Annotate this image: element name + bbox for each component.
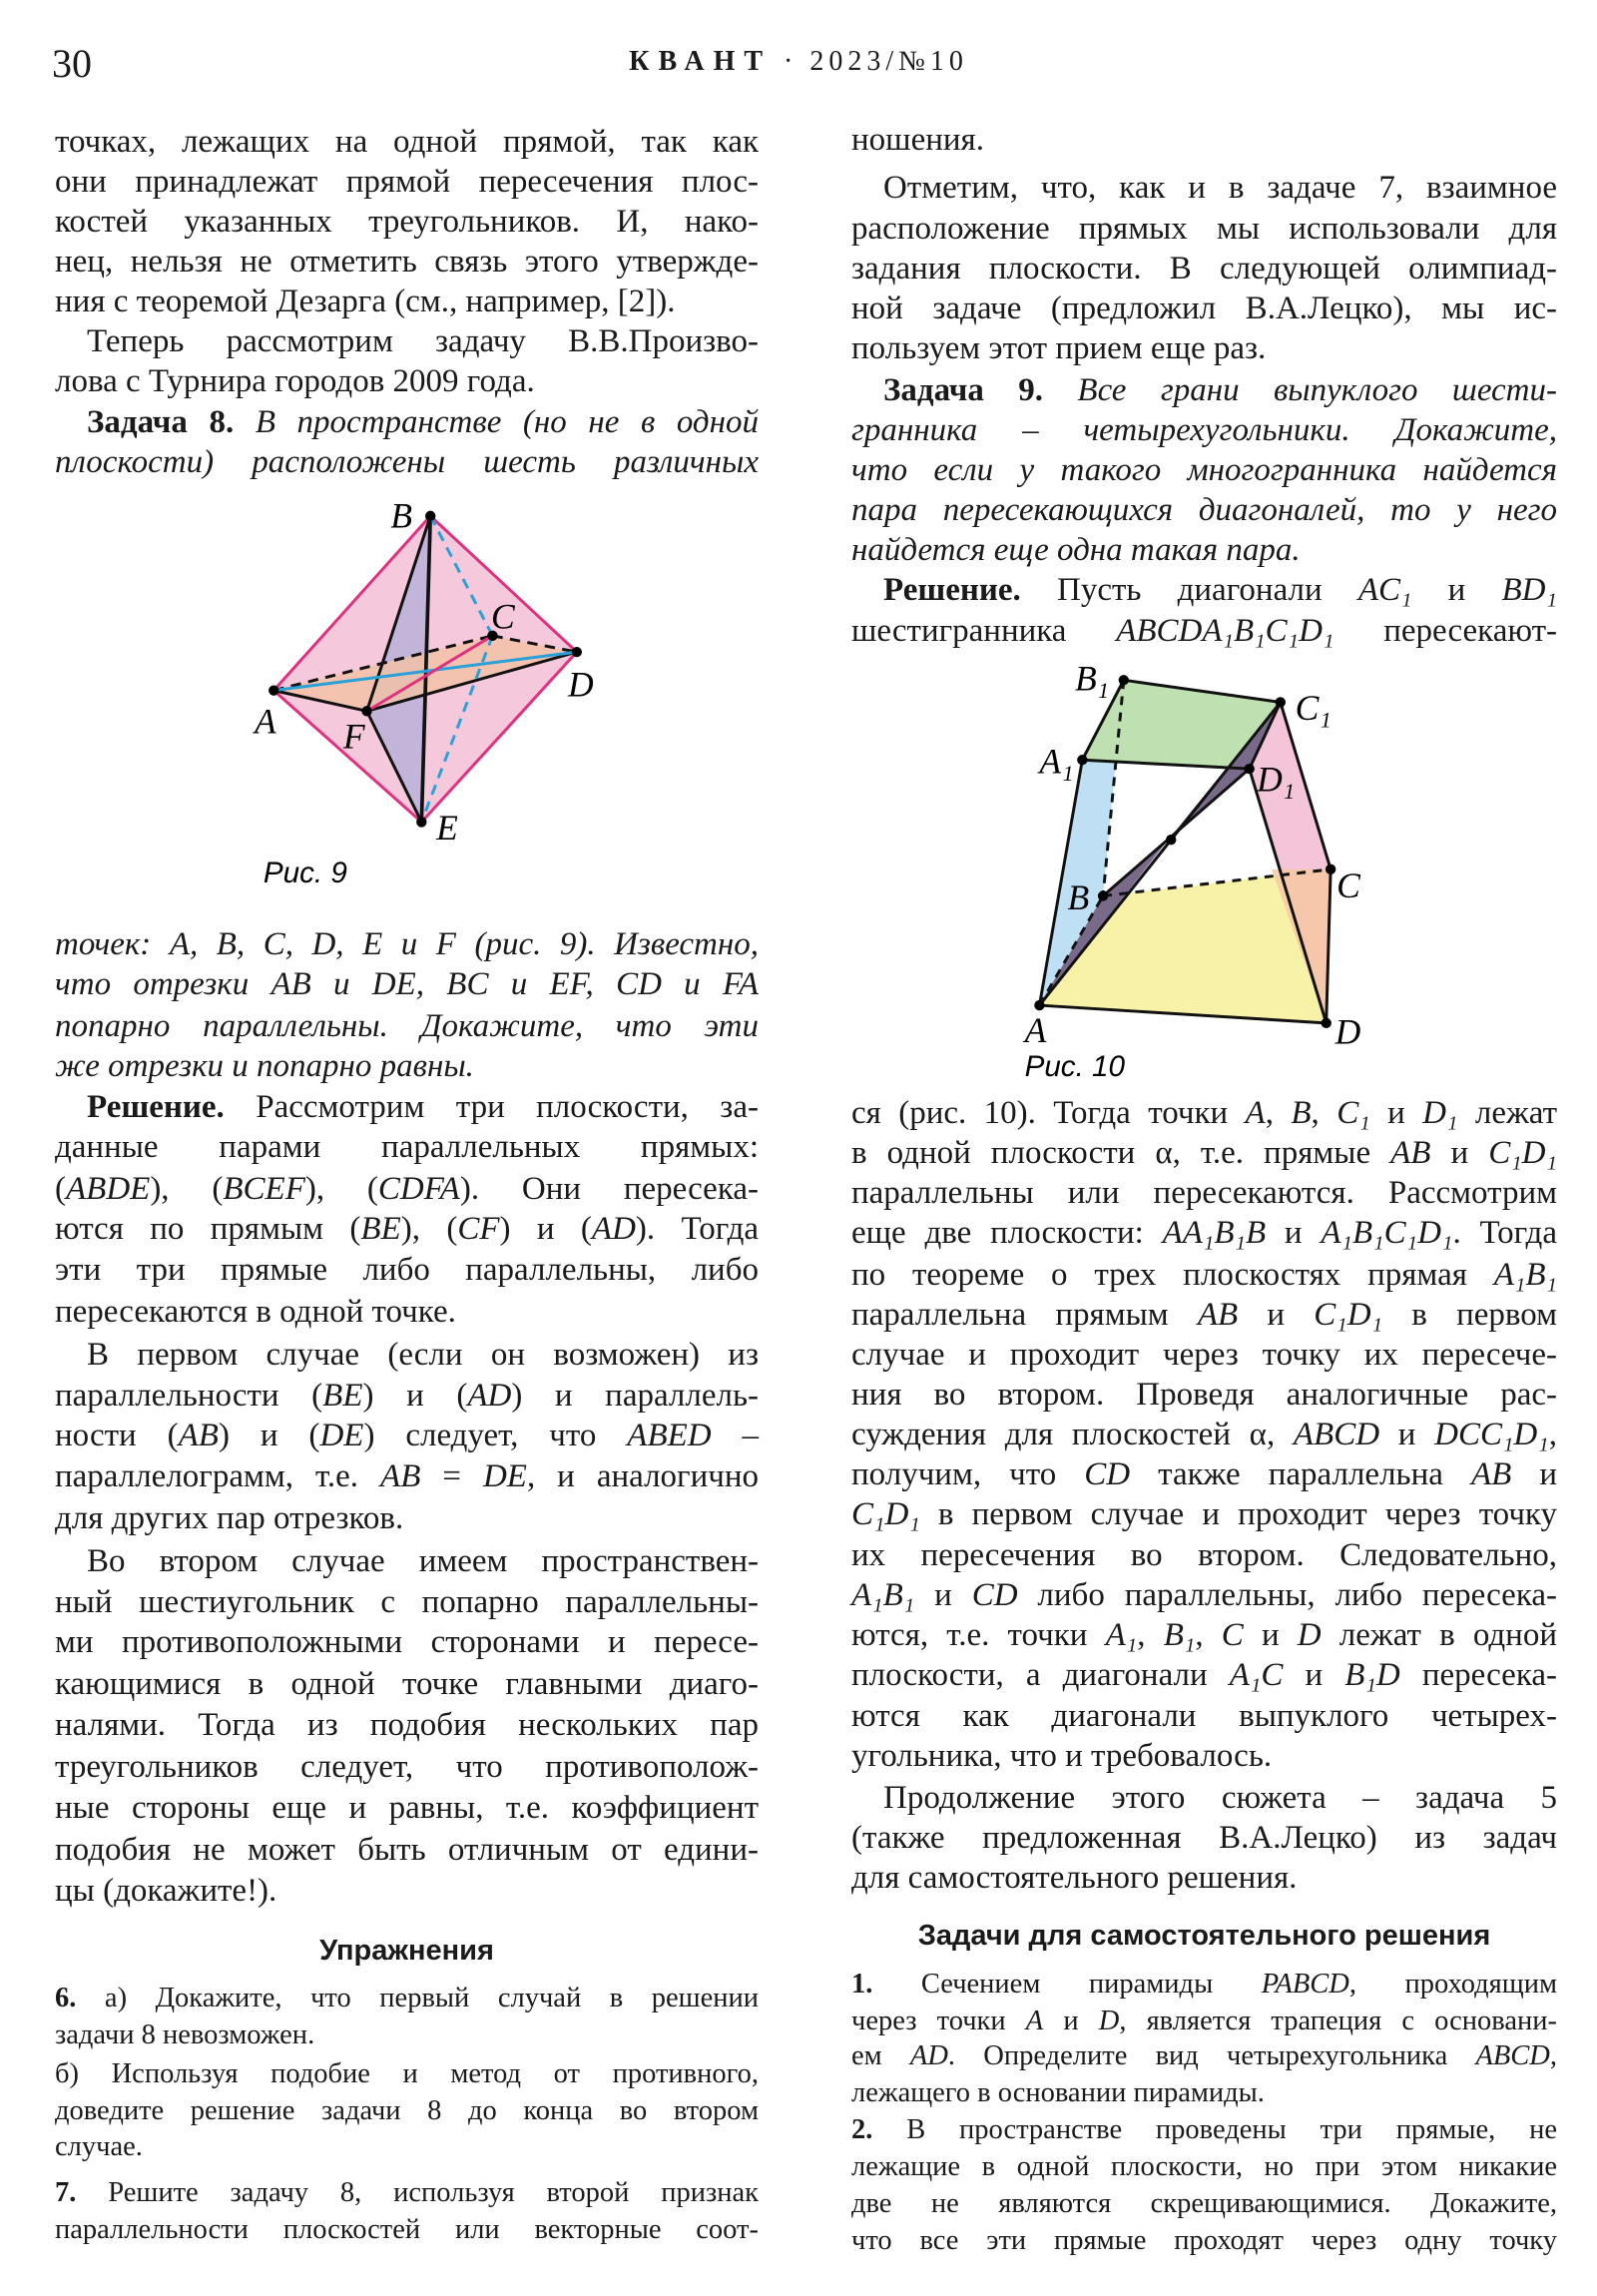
text-segment: ), ( (400, 1211, 458, 1247)
label-a: A (254, 701, 276, 742)
text-segment: B (1291, 1095, 1312, 1131)
issue-number: 2023/№10 (809, 46, 968, 77)
text-segment: CD (971, 1577, 1018, 1613)
text-segment: . Определите вид четырехугольника (947, 2040, 1476, 2071)
text-segment: BE (322, 1378, 363, 1414)
text-segment: C₁D₁ (1488, 1135, 1557, 1171)
label-d1: D₁ (1257, 759, 1296, 800)
text-segment: C (1221, 1617, 1244, 1653)
text-segment: также параллельна (1130, 1456, 1471, 1492)
text-segment: BE (360, 1211, 401, 1247)
header-separator: · (784, 46, 798, 77)
text-segment: для самостоятельного решения. (851, 1860, 1298, 1896)
text-segment: Рассмотрим три плоскости, за- (256, 1089, 759, 1125)
text-segment: ются как диагонали выпуклого четырех- (851, 1698, 1557, 1734)
text-segment: A (1025, 2006, 1044, 2036)
text-segment: ем (851, 2040, 910, 2071)
text-segment: , (1549, 2040, 1557, 2071)
text-segment: ношения. (851, 122, 984, 158)
text-segment: A (1245, 1095, 1266, 1131)
text-segment: и (1369, 1095, 1423, 1131)
text-segment: , (1265, 1095, 1292, 1131)
text-segment: Продолжение этого сюжета – задача 5 (883, 1780, 1557, 1816)
text-segment: ABDE (66, 1171, 151, 1207)
text-segment: гранника – четырехугольники. Докажите, (851, 412, 1557, 448)
text-segment: попарно параллельны. Докажите, что эти (55, 1008, 759, 1044)
text-segment: C₁D₁ (1314, 1297, 1383, 1333)
text-segment: ABCDA₁B₁C₁D₁ (1116, 613, 1334, 649)
label-c: C (490, 596, 515, 637)
text-segment: ) следует, что (363, 1418, 628, 1453)
text-segment: случае и проходит через точку их пересече- (851, 1337, 1557, 1373)
text-segment: доведите решение задачи 8 до конца во втором (55, 2095, 759, 2126)
text-segment: , (1195, 1617, 1222, 1653)
text-segment: задачи 8 невозможен. (55, 2019, 315, 2050)
text-segment: Решение. (883, 572, 1057, 608)
text-segment: и (1238, 1297, 1315, 1333)
text-segment: B₁D (1344, 1657, 1400, 1693)
text-segment: б) Используя подобие и метод от противного, (55, 2058, 759, 2089)
text-segment: шестигранника (851, 613, 1117, 649)
text-segment: пользуем этот прием еще раз. (851, 330, 1267, 366)
label-f: F (342, 716, 365, 757)
text-segment: и (1411, 572, 1502, 608)
text-segment: 7. (55, 2177, 109, 2208)
text-segment: лежащие в одной плоскости, но при этом никакие (851, 2151, 1557, 2182)
text-segment: расположение прямых мы использовали для (851, 211, 1557, 247)
text-segment: плоскости) расположены шесть различных (55, 444, 759, 480)
text-segment: параллельны или пересекаются. Рассмотрим (851, 1175, 1557, 1211)
text-segment: ABCD (1475, 2040, 1550, 2071)
label-b1: B₁ (1074, 658, 1110, 699)
text-segment: их пересечения во втором. Следовательно, (851, 1537, 1557, 1573)
text-segment: 6. (55, 1983, 105, 2013)
text-segment: ) и ( (499, 1211, 592, 1247)
text-segment: AD (909, 2040, 948, 2071)
text-segment: 1. (851, 1969, 921, 2000)
text-segment: AB (380, 1458, 421, 1494)
text-segment: в первом (1382, 1297, 1557, 1333)
text-segment: C₁ (1336, 1095, 1370, 1131)
text-segment: ной задаче (предложил В.А.Лецко), мы ис- (851, 290, 1557, 326)
text-segment: треугольников следует, что противополож- (55, 1749, 759, 1785)
text-segment: задания плоскости. В следующей олимпиад- (851, 251, 1557, 287)
text-segment: костей указанных треугольников. И, нако- (55, 204, 759, 240)
text-segment: ). Они пересека- (459, 1171, 760, 1207)
text-segment: и (1511, 1456, 1557, 1492)
label-b: B (390, 495, 412, 536)
text-segment: . Тогда (1452, 1215, 1557, 1251)
text-segment: подобия не может быть отличным от едини- (55, 1832, 759, 1868)
text-segment: а) Докажите, что первый случай в решении (104, 1983, 759, 2013)
text-segment: Задачи для самостоятельного решения (917, 1920, 1491, 1952)
text-segment: AD (467, 1378, 512, 1414)
page-number: 30 (52, 41, 92, 86)
text-segment: в первом случае и проходит через точку (919, 1496, 1557, 1532)
text-segment: кающимися в одной точке главными диаго- (55, 1666, 759, 1702)
text-segment: ABCD (1293, 1417, 1380, 1452)
text-segment: и (1379, 1417, 1435, 1452)
text-segment: получим, что (851, 1456, 1085, 1492)
text-segment: и (1243, 1617, 1298, 1653)
text-segment: еще две плоскости: (851, 1215, 1163, 1251)
text-segment: A₁B₁ (851, 1577, 915, 1613)
text-segment: AD (591, 1211, 636, 1247)
text-segment: ния во втором. Проведя аналогичные рас- (851, 1377, 1557, 1413)
text-segment: В первом случае (если он возможен) из (87, 1337, 759, 1373)
text-segment: A₁ (1105, 1617, 1138, 1653)
text-segment: параллелограмм, т.е. (55, 1458, 381, 1494)
text-segment: ), ( (150, 1171, 224, 1207)
text-segment: ются, т.е. точки (851, 1617, 1106, 1653)
label-d: D (567, 664, 594, 705)
journal-title: КВАНТ (629, 46, 773, 77)
text-segment: что все эти прямые проходят через одну точку (851, 2225, 1557, 2256)
text-segment: и (1283, 1657, 1345, 1693)
text-segment: же отрезки и попарно равны. (55, 1048, 474, 1084)
text-segment: найдется еще одна такая пара. (851, 532, 1301, 568)
text-segment: ми противоположными сторонами и пересе- (55, 1624, 759, 1660)
text-segment: через точки (851, 2006, 1026, 2036)
text-segment: Задача 9. (883, 372, 1078, 408)
label-b: B (1067, 876, 1090, 917)
text-segment: D (1098, 2006, 1120, 2036)
text-segment: DE (482, 1458, 527, 1494)
text-segment: две не являются скрещивающимися. Докажите, (851, 2188, 1557, 2219)
label-e: E (436, 808, 458, 849)
text-segment: ABED (627, 1418, 712, 1453)
text-segment: параллельности плоскостей или векторные соот- (55, 2214, 759, 2245)
text-segment: , (1137, 1617, 1164, 1653)
text-segment: (также предложенная В.А.Лецко) из задач (851, 1820, 1557, 1856)
label-a: A (1024, 1010, 1047, 1051)
text-segment: D (1297, 1617, 1322, 1653)
text-segment: либо параллельны, либо пересека- (1017, 1577, 1557, 1613)
text-segment: AB (1470, 1456, 1512, 1492)
text-segment: , (1548, 1417, 1557, 1452)
text-segment: A₁C (1229, 1657, 1284, 1693)
text-segment: ются по прямым ( (55, 1211, 361, 1247)
text-segment: Сечением пирамиды (920, 1969, 1262, 2000)
text-segment: Все грани выпуклого шести- (1077, 372, 1558, 408)
text-segment: цы (докажите!). (55, 1873, 277, 1909)
label-d: D (1334, 1011, 1361, 1052)
text-segment: Пусть диагонали (1056, 572, 1358, 608)
text-segment: пересекают- (1333, 613, 1557, 649)
text-segment: лежащего в основании пирамиды. (851, 2077, 1265, 2108)
text-segment: для других пар отрезков. (55, 1500, 404, 1536)
text-segment: угольника, что и требовалось. (851, 1738, 1273, 1774)
text-segment: AC₁ (1357, 572, 1412, 608)
text-segment: Упражнения (319, 1935, 494, 1967)
figure-9-caption: Рис. 9 (263, 857, 347, 890)
text-segment: в одной плоскости α, т.е. прямые (851, 1135, 1391, 1171)
text-segment: AB (1390, 1135, 1431, 1171)
text-segment: A₁B₁ (1493, 1257, 1557, 1293)
text-segment: точках, лежащих на одной прямой, так как (55, 124, 759, 160)
text-segment: ный шестиугольник с попарно параллельны- (55, 1584, 759, 1620)
text-segment: суждения для плоскостей α, (851, 1417, 1294, 1452)
text-segment: CDFA (377, 1171, 460, 1207)
text-segment: Решите задачу 8, используя второй признак (108, 2177, 760, 2208)
text-segment: Задача 8. (87, 404, 256, 440)
text-segment: ) и параллель- (511, 1378, 760, 1414)
text-segment: Теперь рассмотрим задачу В.В.Произво- (87, 323, 759, 359)
text-segment: DE (319, 1418, 364, 1453)
text-segment: В пространстве (но не в одной (255, 404, 759, 440)
text-segment: BCEF (223, 1171, 305, 1207)
text-segment: ) и ( (218, 1418, 320, 1453)
text-segment: CD (1084, 1456, 1131, 1492)
text-segment: налями. Тогда из подобия нескольких пар (55, 1707, 759, 1743)
text-segment: AA₁B₁B (1162, 1215, 1267, 1251)
text-segment: CF (457, 1211, 500, 1247)
text-segment: параллельности ( (55, 1378, 323, 1414)
text-segment: что отрезки AB и DE, BC и EF, CD и FA (55, 966, 759, 1002)
text-segment: лежат (1457, 1095, 1557, 1131)
text-segment: ), ( (304, 1171, 378, 1207)
text-segment: что если у такого многогранника найдется (851, 452, 1557, 488)
text-segment: точек: A, B, C, D, E и F (рис. 9). Известно, (55, 926, 759, 962)
text-segment: C₁D₁ (851, 1496, 920, 1532)
text-segment: ся (рис. 10). Тогда точки (851, 1095, 1246, 1131)
text-segment: ( (55, 1171, 66, 1207)
text-segment: эти три прямые либо параллельны, либо (55, 1252, 759, 1288)
label-c: C (1336, 864, 1360, 905)
text-segment: AB (178, 1418, 219, 1453)
text-segment: данные парами параллельных прямых: (55, 1129, 759, 1165)
text-segment: пара пересекающихся диагоналей, то у него (851, 492, 1557, 528)
figure-10 (1023, 659, 1361, 1084)
text-segment: D₁ (1422, 1095, 1458, 1131)
label-c1: C₁ (1295, 688, 1331, 729)
text-segment: по теореме о трех плоскостях прямая (851, 1257, 1494, 1293)
text-segment: ния с теоремой Дезарга (см., например, [2]). (55, 284, 676, 319)
text-segment: ные стороны еще и равны, т.е. коэффициент (55, 1790, 759, 1826)
text-segment: лежат в одной (1321, 1617, 1557, 1653)
text-segment: A₁B₁C₁D₁ (1321, 1215, 1453, 1251)
text-segment: 2. (851, 2114, 907, 2145)
text-segment: плоскости, а диагонали (851, 1657, 1230, 1693)
text-segment: = (420, 1458, 483, 1494)
text-segment: пересекаются в одной точке. (55, 1294, 456, 1330)
text-segment: Решение. (87, 1089, 257, 1125)
text-segment: ности ( (55, 1418, 179, 1453)
text-segment: , (1311, 1095, 1337, 1131)
text-segment: пересека- (1399, 1657, 1557, 1693)
label-a1: A₁ (1039, 741, 1074, 782)
text-segment: ). Тогда (635, 1211, 760, 1247)
text-segment: , проходящим (1348, 1969, 1558, 2000)
text-segment: и (1043, 2006, 1099, 2036)
text-segment: и (1430, 1135, 1489, 1171)
text-segment: нец, нельзя не отметить связь этого утвержде- (55, 244, 759, 280)
text-segment: Во втором случае имеем пространствен- (87, 1543, 759, 1579)
text-segment: и (1266, 1215, 1322, 1251)
text-segment: , и аналогично (526, 1458, 759, 1494)
text-segment: BD₁ (1501, 572, 1557, 608)
text-segment: – (711, 1418, 760, 1453)
text-segment: , является трапеция с основани- (1119, 2006, 1558, 2036)
text-segment: DCC₁D₁ (1434, 1417, 1549, 1452)
text-segment: В пространстве проведены три прямые, не (906, 2114, 1557, 2145)
text-segment: ) и ( (362, 1378, 468, 1414)
text-segment: лова с Турнира городов 2009 года. (55, 363, 535, 399)
text-segment: B₁ (1163, 1617, 1196, 1653)
text-segment: и (914, 1577, 972, 1613)
text-segment: AB (1197, 1297, 1239, 1333)
text-segment: они принадлежат прямой пересечения плос- (55, 164, 759, 200)
text-segment: случае. (55, 2131, 143, 2162)
text-segment: параллельна прямым (851, 1297, 1198, 1333)
text-segment: PABCD (1261, 1969, 1349, 2000)
text-segment: Отметим, что, как и в задаче 7, взаимное (883, 170, 1557, 206)
figure-10-caption: Рис. 10 (1024, 1050, 1126, 1084)
